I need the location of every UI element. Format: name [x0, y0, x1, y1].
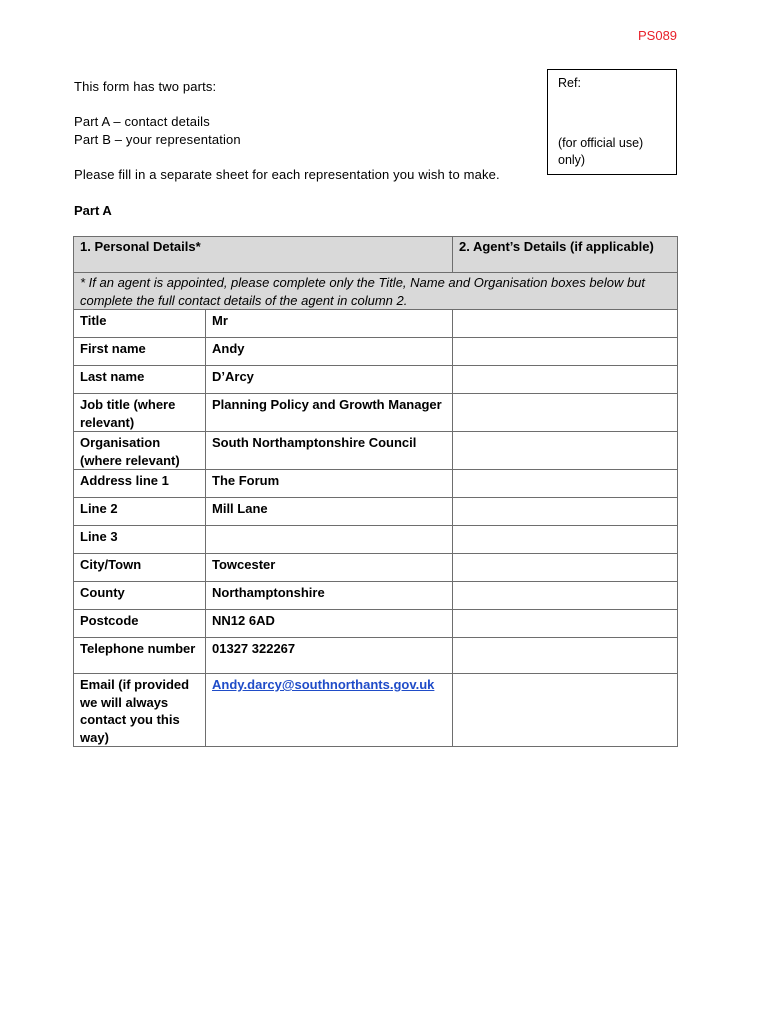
- agent-value[interactable]: [453, 432, 678, 470]
- table-row: [74, 498, 678, 526]
- table-note-row: [74, 273, 678, 310]
- official-ref-box: [547, 69, 677, 175]
- agent-value[interactable]: [453, 638, 678, 674]
- intro-line-2: Part A – contact details: [74, 114, 210, 129]
- agent-value[interactable]: [453, 610, 678, 638]
- official-use-line-1: (for official use): [558, 136, 644, 150]
- document-code: PS089: [638, 28, 678, 43]
- personal-value[interactable]: Mr: [206, 310, 453, 338]
- personal-value[interactable]: [206, 526, 453, 554]
- personal-value[interactable]: Towcester: [206, 554, 453, 582]
- table-row: [74, 310, 678, 338]
- row-label: City/Town: [74, 554, 206, 582]
- row-label: First name: [74, 338, 206, 366]
- row-label: Last name: [74, 366, 206, 394]
- table-row: [74, 394, 678, 432]
- intro-line-1: This form has two parts:: [74, 79, 217, 94]
- personal-value[interactable]: The Forum: [206, 470, 453, 498]
- row-label: Line 3: [74, 526, 206, 554]
- personal-value[interactable]: D’Arcy: [206, 366, 453, 394]
- agent-value[interactable]: [453, 526, 678, 554]
- row-label: Address line 1: [74, 470, 206, 498]
- agent-details-header: 2. Agent’s Details (if applicable): [453, 237, 678, 273]
- contact-details-table: [73, 236, 678, 747]
- agent-value[interactable]: [453, 338, 678, 366]
- personal-value[interactable]: 01327 322267: [206, 638, 453, 674]
- table-row: [74, 366, 678, 394]
- row-label: Telephone number: [74, 638, 206, 674]
- personal-value[interactable]: NN12 6AD: [206, 610, 453, 638]
- agent-value[interactable]: [453, 310, 678, 338]
- agent-value[interactable]: [453, 582, 678, 610]
- agent-value[interactable]: [453, 366, 678, 394]
- row-label: Email (if provided we will always contact you this way): [74, 674, 206, 747]
- table-row: [74, 554, 678, 582]
- personal-value[interactable]: Northamptonshire: [206, 582, 453, 610]
- agent-value[interactable]: [453, 470, 678, 498]
- table-row: [74, 338, 678, 366]
- personal-value[interactable]: Andy: [206, 338, 453, 366]
- row-label: Job title (where relevant): [74, 394, 206, 432]
- row-label: Organisation (where relevant): [74, 432, 206, 470]
- table-row: [74, 610, 678, 638]
- ref-label: Ref:: [558, 76, 581, 90]
- table-row: [74, 470, 678, 498]
- agent-value[interactable]: [453, 394, 678, 432]
- personal-value[interactable]: Planning Policy and Growth Manager: [206, 394, 453, 432]
- row-label: County: [74, 582, 206, 610]
- intro-line-3: Part B – your representation: [74, 131, 241, 147]
- table-header-row: [74, 237, 678, 273]
- personal-value: [206, 674, 453, 747]
- row-label: Postcode: [74, 610, 206, 638]
- personal-details-header: 1. Personal Details*: [74, 237, 453, 273]
- agent-value[interactable]: [453, 674, 678, 747]
- email-link[interactable]: Andy.darcy@southnorthants.gov.uk: [212, 677, 435, 692]
- intro-text: [74, 78, 500, 184]
- table-row: [74, 638, 678, 674]
- agent-value[interactable]: [453, 498, 678, 526]
- table-row: [74, 674, 678, 747]
- table-row: [74, 432, 678, 470]
- section-title: Part A: [74, 203, 112, 218]
- table-row: [74, 526, 678, 554]
- personal-value[interactable]: South Northamptonshire Council: [206, 432, 453, 470]
- agent-note: * If an agent is appointed, please complete only the Title, Name and Organisation boxes below but complete the full contact details of the agent in column 2.: [74, 273, 678, 310]
- table-row: [74, 582, 678, 610]
- row-label: Line 2: [74, 498, 206, 526]
- agent-value[interactable]: [453, 554, 678, 582]
- official-use-line-2: only): [558, 153, 586, 167]
- official-use-note: [558, 135, 643, 169]
- row-label: Title: [74, 310, 206, 338]
- personal-value[interactable]: Mill Lane: [206, 498, 453, 526]
- intro-line-4: Please fill in a separate sheet for each representation you wish to make.: [74, 167, 500, 182]
